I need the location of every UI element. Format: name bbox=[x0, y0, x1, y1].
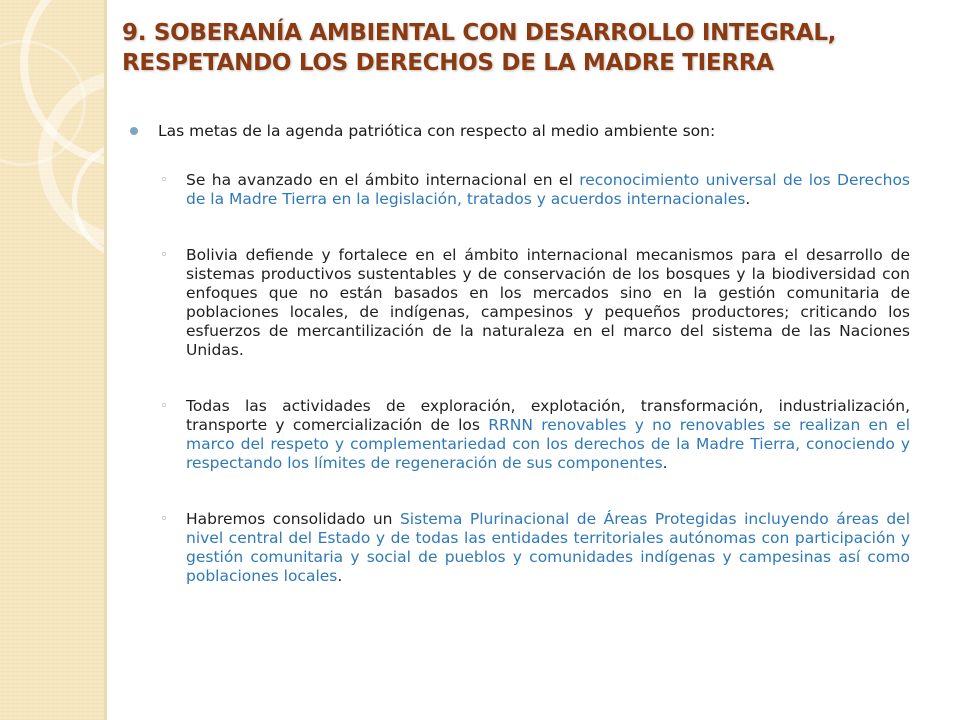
sub-bullet-item bbox=[130, 171, 910, 209]
item-text-end: . bbox=[662, 454, 668, 472]
sub-bullet-item bbox=[130, 246, 910, 360]
hollow-circle-bullet-icon: ◦ bbox=[160, 248, 168, 263]
item-text: Todas las actividades de exploración, explotación, transformación, industrialización, transporte y comercialización de los bbox=[186, 397, 910, 434]
item-text: Se ha avanzado en el ámbito internacional en el bbox=[186, 171, 580, 189]
filled-circle-bullet-icon bbox=[130, 127, 138, 135]
item-text: Bolivia defiende y fortalece en el ámbito internacional mecanismos para el desarrollo de sistemas productivos sustentables y de conservación de los bosques y la biodiversidad con enfoques que no están basados en los mercados sino en la gestión comunitaria de poblaciones locales, de indígenas, campesinos y pequeños productores; criticando los esfuerzos de mercantilización de la naturaleza en el marco del sistema de las Naciones Unidas. bbox=[186, 246, 910, 359]
sub-bullet-item bbox=[130, 397, 910, 473]
item-text-end: . bbox=[337, 567, 343, 585]
item-text: Habremos consolidado un bbox=[186, 510, 400, 528]
lead-text: Las metas de la agenda patriótica con respecto al medio ambiente son: bbox=[158, 122, 716, 140]
hollow-circle-bullet-icon: ◦ bbox=[160, 173, 168, 188]
hollow-circle-bullet-icon: ◦ bbox=[160, 512, 168, 527]
slide-title-line-1: 9. SOBERANÍA AMBIENTAL CON DESARROLLO INTEGRAL, bbox=[122, 20, 837, 46]
item-highlight: Sistema Plurinacional de Áreas Protegidas incluyendo áreas del nivel central del Estado y de todas las entidades territoriales autónomas con participación y gestión comunitaria y social de pueblos y comunidades indígenas y campesinas así como poblaciones locales bbox=[186, 510, 910, 585]
slide-title bbox=[122, 18, 942, 78]
slide-title-line-2: RESPETANDO LOS DERECHOS DE LA MADRE TIERRA bbox=[122, 50, 774, 76]
item-highlight: reconocimiento universal de los Derechos de la Madre Tierra en la legislación, tratados y acuerdos internacionales bbox=[186, 171, 910, 208]
item-highlight: RRNN renovables y no renovables se realizan en el marco del respeto y complementariedad con los derechos de la Madre Tierra, conociendo y respectando los límites de regeneración de sus componentes bbox=[186, 416, 910, 472]
decorative-sidebar bbox=[0, 0, 104, 720]
item-text-end: . bbox=[745, 190, 751, 208]
slide-content bbox=[130, 122, 910, 623]
hollow-circle-bullet-icon: ◦ bbox=[160, 399, 168, 414]
sidebar-divider bbox=[104, 0, 107, 720]
lead-bullet-item bbox=[130, 122, 910, 141]
sub-bullet-item bbox=[130, 510, 910, 586]
